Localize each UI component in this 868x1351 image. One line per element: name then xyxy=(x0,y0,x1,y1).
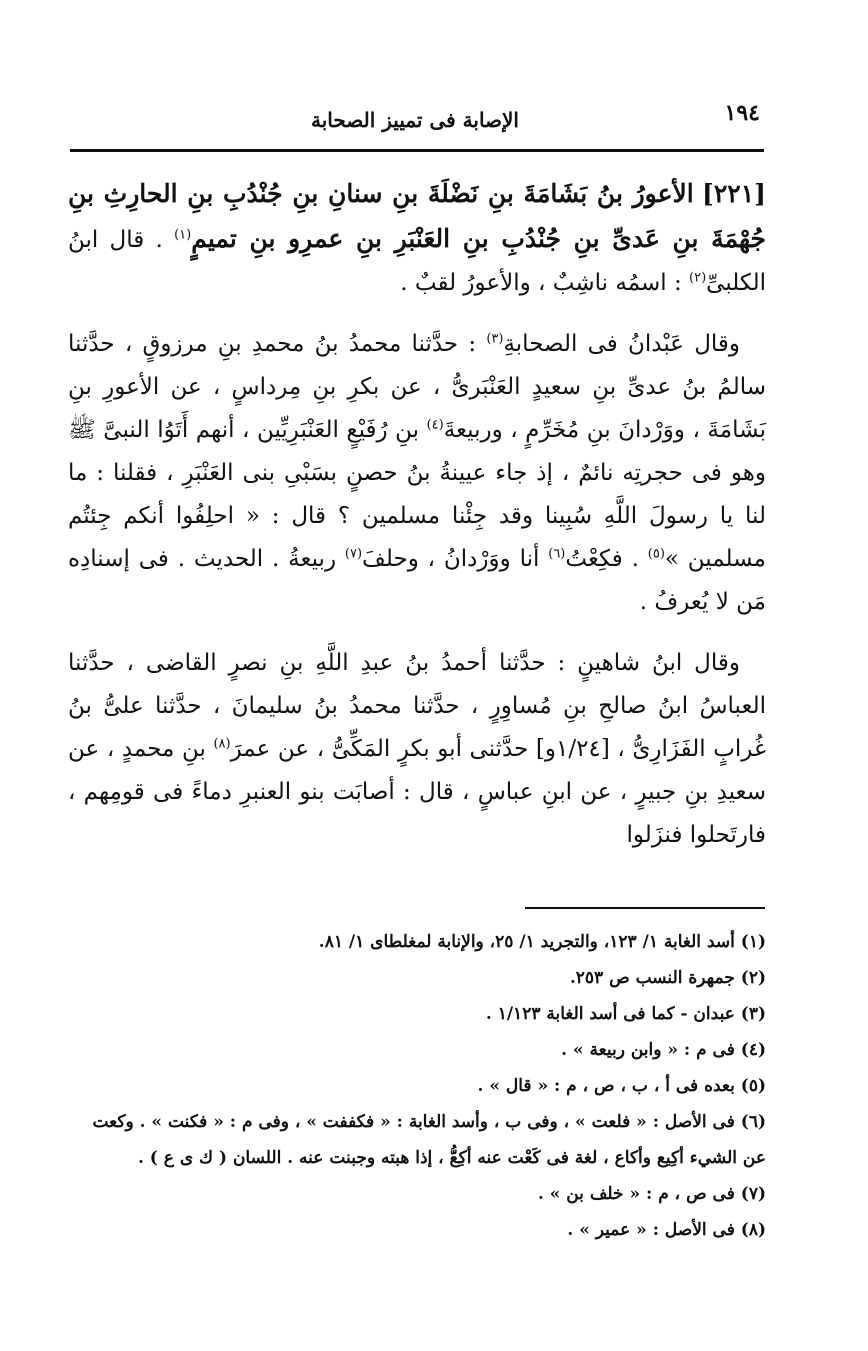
footnote-rule xyxy=(525,907,765,909)
p3-text-1: وقال ابنُ شاهينٍ : حدَّثنا أحمدُ بنُ عبدِ اللَّهِ بنِ نصرٍ القاضى ، حدَّثنا العباسُ ابنُ صالحِ بنِ مُساوِرٍ ، حدَّثنا محمدُ بنُ سليمانَ ، حدَّثنا علىُّ بنُ غُرابٍ الفَزَارِىُّ ، [١/٢٤و] حدَّثنى أبو بكرٍ المَكِّىُّ ، عن عمرَ xyxy=(68,650,766,762)
p2-text-2: : حدَّثنا محمدُ بنُ محمدِ بنِ مرزوقٍ ، حدَّثنا سالمُ بنُ عدىِّ بنِ سعيدٍ العَنْبَرىُّ ، عن بكرِ بنِ مِرداسٍ ، عن الأعورِ بنِ بَشَامَةَ ، ووَرْدانَ بنِ مُخَرِّمٍ ، وربيعةَ xyxy=(68,331,767,443)
main-text xyxy=(68,172,766,875)
footnote-ref-2: (٢) xyxy=(689,270,707,286)
entry-tail: : اسمُه ناشِبٌ ، والأعورُ لقبٌ . xyxy=(400,270,682,296)
footnote-8: (٨) فى الأصل : « عمير » . xyxy=(567,1220,766,1240)
header-rule xyxy=(70,149,764,152)
entry-text: . قال ابنُ الكلبىِّ xyxy=(68,227,766,296)
page-number: ١٩٤ xyxy=(724,100,760,126)
footnote-ref-5: (٥) xyxy=(647,546,665,562)
footnote-5: (٥) بعده فى أ ، ب ، ص ، م : « قال » . xyxy=(477,1076,766,1096)
p2-text-5: أنا ووَرْدانُ ، وحلفَ xyxy=(362,546,540,572)
entry-name: الأعورُ بنُ بَشَامَةَ بنِ نَضْلَةَ بنِ سنانِ بنِ جُنْدُبِ بنِ الحارِثِ بنِ جُهْمَةَ بنِ عَدىِّ بنِ جُنْدُبِ بنِ العَنْبَرِ بنِ عمرِو بنِ تميمٍ xyxy=(68,179,766,253)
footnote-ref-3: (٣) xyxy=(486,331,504,347)
footnote-4: (٤) فى م : « وابن ربيعة » . xyxy=(561,1040,766,1060)
paragraph-abdan xyxy=(68,323,766,624)
p2-text-4: . فكِعْتُ xyxy=(565,546,639,572)
entry-number: [٢٢١] xyxy=(702,179,767,208)
p3-text-2: بنِ محمدٍ ، عن سعيدِ بنِ جبيرٍ ، عن ابنِ عباسٍ ، قال : أصابَت بنو العنبرِ دماءً فى قومِهم ، فارتَحلوا فنزَلوا xyxy=(68,736,766,848)
p2-text-6: ربيعةُ . الحديث . فى إسنادِه مَن لا يُعرفُ . xyxy=(68,546,766,615)
p2-text-3: بنِ رُفَيْعٍ العَنْبَرِيِّين ، أنهم أَتَوُا النبىَّ ﷺ وهو فى حجرتِه نائمٌ ، إذ جاء عيينةُ بنُ حصنٍ بسَبْىِ بنى العَنْبَرِ ، فقلنا : ما لنا يا رسولَ اللَّهِ سُبِينا وقد جِئْنا مسلمين ؟ قال : « احلِفُوا أنكم جِئتُم مسلمين » xyxy=(68,417,766,572)
footnote-ref-1: (١) xyxy=(174,227,192,243)
footnote-1: (١) أسد الغابة ١/ ١٢٣، والتجريد ١/ ٢٥، والإنابة لمغلطاى ١/ ٨١. xyxy=(318,932,766,952)
footnote-ref-4: (٤) xyxy=(426,417,444,433)
page-header xyxy=(70,100,760,136)
footnote-ref-8: (٨) xyxy=(213,736,231,752)
p2-text-1: وقال عَبْدانُ فى الصحابةِ xyxy=(503,331,741,357)
footnote-3: (٣) عبدان - كما فى أسد الغابة ١/١٢٣ . xyxy=(485,1004,766,1024)
paragraph-ibn-shahin xyxy=(68,642,766,857)
footnote-6: (٦) فى الأصل : « فلعت » ، وفى ب ، وأسد الغابة : « فكففت » ، وفى م : « فكنت » . وكعت عن الشيء أكِيع وأكاع ، لغة فى كَعْت عنه أكِعُّ ، إذا هبته وجبنت عنه . اللسان ( ك ى ع ) . xyxy=(92,1112,766,1168)
entry-paragraph xyxy=(68,172,766,305)
footnote-ref-7: (٧) xyxy=(344,546,363,562)
footnote-2: (٢) جمهرة النسب ص ٢٥٣. xyxy=(569,968,766,988)
footnote-7: (٧) فى ص ، م : « خلف بن » . xyxy=(537,1184,766,1204)
footnote-ref-6: (٦) xyxy=(548,546,566,562)
running-title: الإصابة فى تمييز الصحابة xyxy=(311,108,519,132)
footnotes xyxy=(68,924,766,1248)
